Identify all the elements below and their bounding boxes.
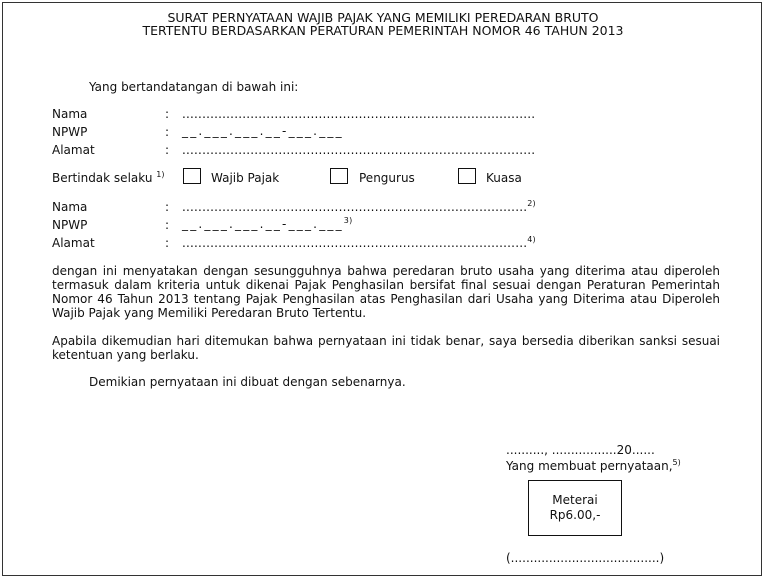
footnote-marker: 4) — [527, 235, 536, 244]
statement-paragraph: dengan ini menyatakan dengan sesungguhnya bahwa peredaran bruto usaha yang diterima atau diperoleh termasuk dalam kriteria untuk dikenai Pajak Penghasilan bersifat final sesuai dengan Peraturan Pemerintah Nomor 46 Tahun 2013 tentang Pajak Penghasilan atas Penghasilan dari Usaha yang Diterima atau Diperoleh Wajib Pajak yang Memiliki Peredaran Bruto Tertentu. — [52, 264, 720, 320]
nama-field-2[interactable]: ......................................................................................$^{2)}$ — [182, 199, 536, 214]
sanction-paragraph: Apabila dikemudian hari ditemukan bahwa pernyataan ini tidak benar, saya bersedia diberikan sanksi sesuai ketentuan yang berlaku. — [52, 334, 720, 362]
npwp-label: NPWP — [52, 125, 88, 139]
npwp-field-2[interactable]: __.___.___.__-___.___$^{3)}$ — [182, 216, 353, 231]
title-line-2: TERTENTU BERDASARKAN PERATURAN PEMERINTAH NOMOR 46 TAHUN 2013 — [142, 23, 624, 38]
colon: : — [165, 143, 170, 157]
nama-field[interactable]: ........................................................................................ — [182, 107, 536, 121]
option-wajib-pajak: Wajib Pajak — [211, 171, 280, 185]
bertindak-label: Bertindak selaku $^{1)}$ — [52, 170, 165, 185]
option-pengurus: Pengurus — [359, 171, 415, 185]
colon: : — [165, 218, 170, 232]
option-kuasa: Kuasa — [486, 171, 522, 185]
footnote-marker: 3) — [343, 216, 353, 225]
title-line-1: SURAT PERNYATAAN WAJIB PAJAK YANG MEMILIKI PEREDARAN BRUTO — [167, 10, 599, 25]
colon: : — [165, 125, 170, 139]
colon: : — [165, 236, 170, 250]
meterai-amount: Rp6.00,- — [549, 508, 601, 522]
nama-label: Nama — [52, 107, 88, 121]
footnote-marker: 5) — [672, 458, 681, 467]
alamat-field-2[interactable]: ......................................................................................$^{4)}$ — [182, 235, 536, 250]
footnote-marker: 2) — [527, 199, 536, 208]
date-line[interactable]: .........., .................20...... — [506, 443, 655, 457]
alamat-field[interactable]: ........................................................................................ — [182, 143, 536, 157]
footnote-marker: 1) — [156, 170, 165, 179]
signature-name-line[interactable]: (.......................................) — [506, 551, 665, 565]
npwp-label: NPWP — [52, 218, 88, 232]
nama-label: Nama — [52, 200, 88, 214]
checkbox-pengurus[interactable] — [330, 168, 348, 184]
colon: : — [165, 107, 170, 121]
checkbox-kuasa[interactable] — [458, 168, 476, 184]
meterai-stamp-box — [528, 480, 622, 536]
alamat-label: Alamat — [52, 236, 95, 250]
intro-text: Yang bertandatangan di bawah ini: — [89, 80, 299, 94]
alamat-label: Alamat — [52, 143, 95, 157]
colon: : — [165, 200, 170, 214]
npwp-field[interactable]: __.___.___.__-___.___ — [182, 124, 344, 138]
checkbox-wajib-pajak[interactable] — [183, 168, 201, 184]
closing-paragraph: Demikian pernyataan ini dibuat dengan sebenarnya. — [89, 375, 406, 389]
maker-label: Yang membuat pernyataan,$^{5)}$ — [506, 458, 681, 473]
meterai-label: Meterai — [552, 493, 598, 507]
